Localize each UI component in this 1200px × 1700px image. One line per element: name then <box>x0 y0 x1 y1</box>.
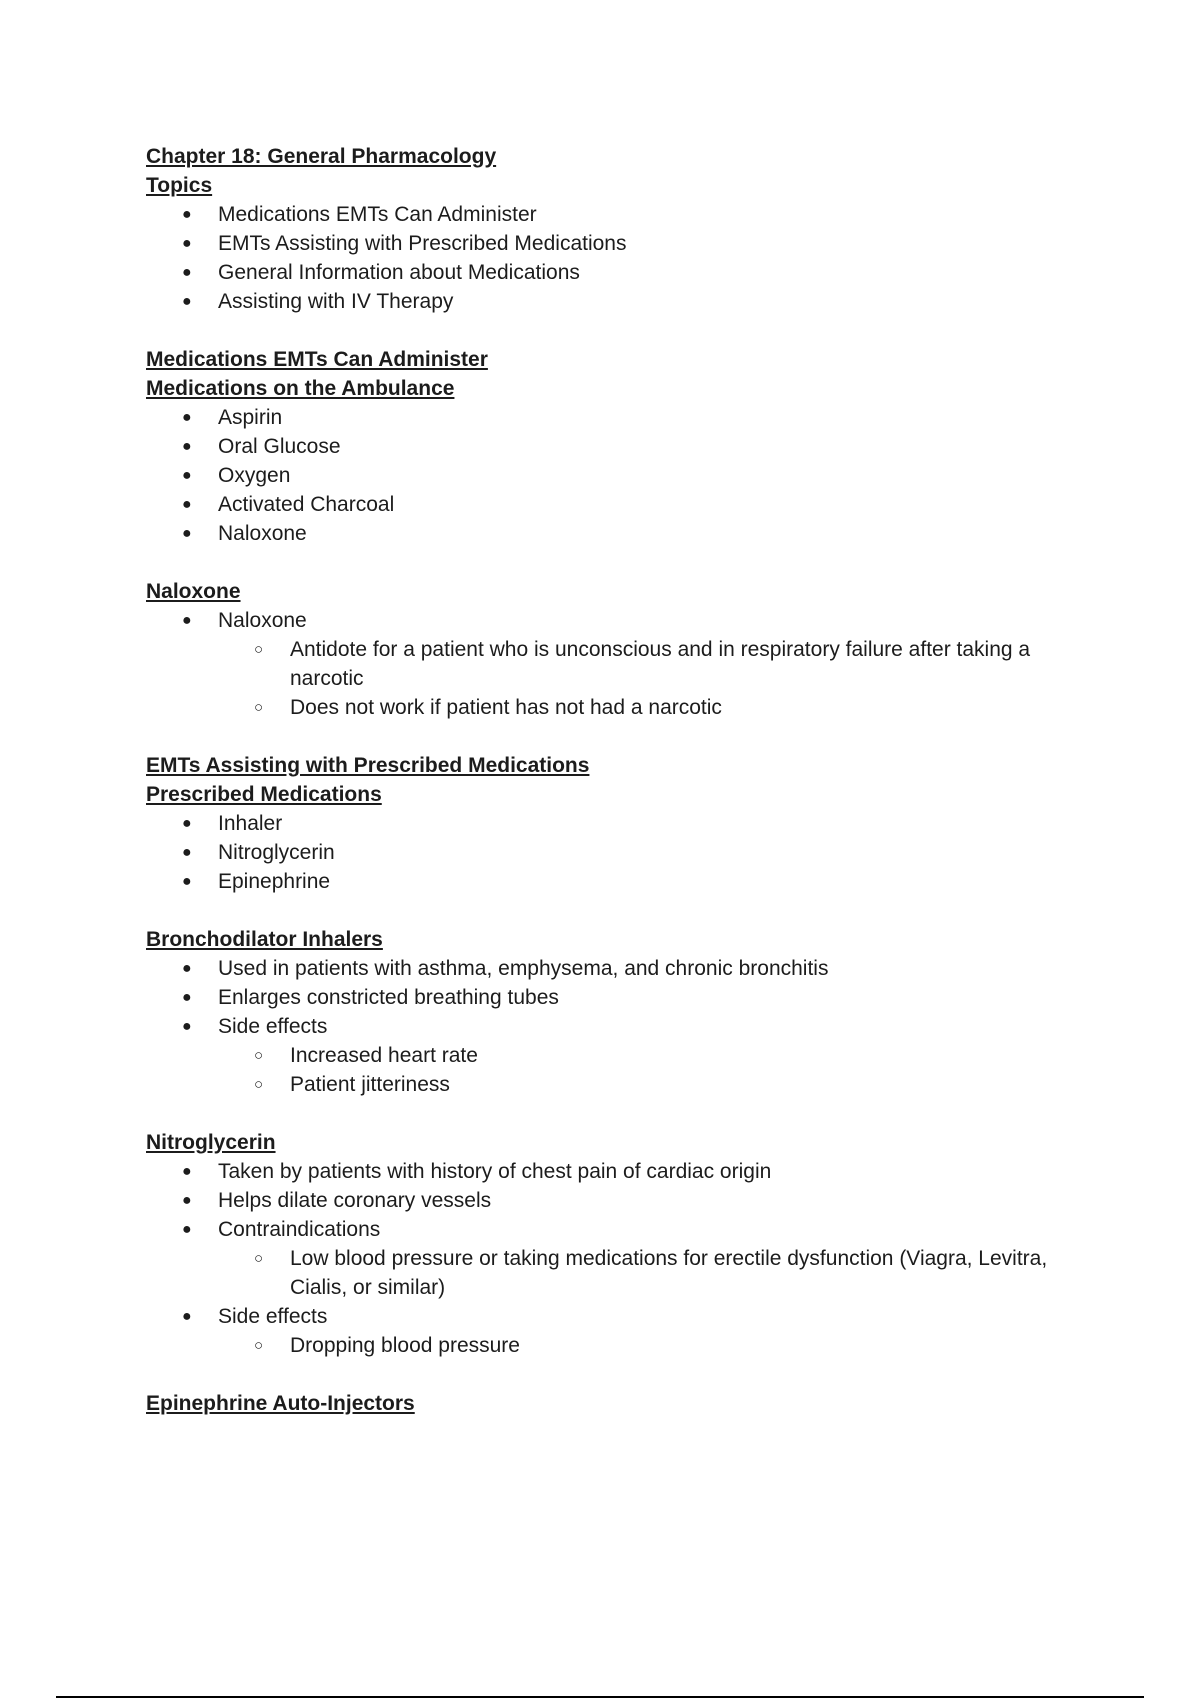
sub-list-item <box>146 1041 1086 1070</box>
bronchodilator-side-effects-list <box>218 1041 1086 1099</box>
circle-bullet-icon: ○ <box>254 699 264 716</box>
circle-bullet-icon: ○ <box>254 1047 264 1064</box>
bronchodilator-list <box>146 954 1086 1099</box>
sub-list-item-text: Antidote for a patient who is unconscious and in respiratory failure after taking a narcotic <box>290 638 1031 690</box>
bullet-icon: ● <box>182 1163 192 1180</box>
bullet-icon: ● <box>182 1192 192 1209</box>
list-item <box>146 1215 1086 1302</box>
list-item <box>146 1302 1086 1360</box>
circle-bullet-icon: ○ <box>254 1337 264 1354</box>
prescribed-subheading: Prescribed Medications <box>146 783 382 806</box>
list-item-text: Assisting with IV Therapy <box>218 290 454 313</box>
bullet-icon: ● <box>182 293 192 310</box>
bronchodilator-heading: Bronchodilator Inhalers <box>146 928 383 951</box>
list-item-text: Side effects <box>218 1015 328 1038</box>
list-item-text: Naloxone <box>218 522 307 545</box>
ambulance-medications-list <box>146 403 1086 548</box>
list-item-text: Naloxone <box>218 609 307 632</box>
list-item-text: Epinephrine <box>218 870 331 893</box>
document-body <box>146 142 1086 1418</box>
list-item <box>146 200 1086 229</box>
sub-list-item <box>146 635 1086 693</box>
bullet-icon: ● <box>182 438 192 455</box>
sub-list-item <box>146 1244 1086 1302</box>
naloxone-sublist <box>218 635 1086 722</box>
naloxone-list <box>146 606 1086 722</box>
sub-list-item <box>146 693 1086 722</box>
circle-bullet-icon: ○ <box>254 1076 264 1093</box>
list-item <box>146 838 1086 867</box>
list-item-text: Helps dilate coronary vessels <box>218 1189 492 1212</box>
list-item <box>146 1186 1086 1215</box>
list-item-text: Medications EMTs Can Administer <box>218 203 537 226</box>
list-item-text: Used in patients with asthma, emphysema, and chronic bronchitis <box>218 957 829 980</box>
list-item-text: Oxygen <box>218 464 291 487</box>
sub-list-item <box>146 1070 1086 1099</box>
nitroglycerin-list <box>146 1157 1086 1360</box>
list-item-text: Oral Glucose <box>218 435 341 458</box>
list-item <box>146 1157 1086 1186</box>
bullet-icon: ● <box>182 206 192 223</box>
bullet-icon: ● <box>182 873 192 890</box>
bullet-icon: ● <box>182 409 192 426</box>
list-item-text: Nitroglycerin <box>218 841 335 864</box>
bullet-icon: ● <box>182 844 192 861</box>
bullet-icon: ● <box>182 264 192 281</box>
page-bottom-rule <box>56 1696 1144 1698</box>
list-item <box>146 490 1086 519</box>
bullet-icon: ● <box>182 1018 192 1035</box>
nitroglycerin-side-effects-list <box>218 1331 1086 1360</box>
bullet-icon: ● <box>182 1308 192 1325</box>
list-item <box>146 432 1086 461</box>
nitroglycerin-heading: Nitroglycerin <box>146 1131 276 1154</box>
list-item-text: EMTs Assisting with Prescribed Medications <box>218 232 627 255</box>
sub-list-item-text: Patient jitteriness <box>290 1073 450 1096</box>
topics-list <box>146 200 1086 316</box>
bullet-icon: ● <box>182 815 192 832</box>
list-item-text: Enlarges constricted breathing tubes <box>218 986 559 1009</box>
list-item <box>146 983 1086 1012</box>
circle-bullet-icon: ○ <box>254 1250 264 1267</box>
administer-heading: Medications EMTs Can Administer <box>146 348 488 371</box>
list-item-text: General Information about Medications <box>218 261 580 284</box>
epinephrine-heading: Epinephrine Auto-Injectors <box>146 1392 415 1415</box>
list-item-text: Side effects <box>218 1305 328 1328</box>
bullet-icon: ● <box>182 235 192 252</box>
list-item-text: Inhaler <box>218 812 283 835</box>
assisting-heading: EMTs Assisting with Prescribed Medications <box>146 754 590 777</box>
sub-list-item-text: Low blood pressure or taking medications for erectile dysfunction (Viagra, Levitra, Cialis, or similar) <box>290 1247 1048 1299</box>
bullet-icon: ● <box>182 496 192 513</box>
circle-bullet-icon: ○ <box>254 641 264 658</box>
chapter-title: Chapter 18: General Pharmacology <box>146 145 497 168</box>
list-item <box>146 519 1086 548</box>
naloxone-heading: Naloxone <box>146 580 241 603</box>
sub-list-item-text: Increased heart rate <box>290 1044 478 1067</box>
bullet-icon: ● <box>182 1221 192 1238</box>
list-item <box>146 258 1086 287</box>
list-item <box>146 287 1086 316</box>
list-item-text: Activated Charcoal <box>218 493 395 516</box>
list-item <box>146 1012 1086 1099</box>
list-item <box>146 867 1086 896</box>
sub-list-item <box>146 1331 1086 1360</box>
bullet-icon: ● <box>182 960 192 977</box>
list-item-text: Contraindications <box>218 1218 381 1241</box>
list-item-text: Taken by patients with history of chest pain of cardiac origin <box>218 1160 772 1183</box>
bullet-icon: ● <box>182 525 192 542</box>
list-item-text: Aspirin <box>218 406 283 429</box>
sub-list-item-text: Does not work if patient has not had a narcotic <box>290 696 722 719</box>
list-item <box>146 809 1086 838</box>
topics-heading: Topics <box>146 174 213 197</box>
contraindications-list <box>218 1244 1086 1302</box>
bullet-icon: ● <box>182 467 192 484</box>
sub-list-item-text: Dropping blood pressure <box>290 1334 520 1357</box>
list-item <box>146 229 1086 258</box>
prescribed-medications-list <box>146 809 1086 896</box>
list-item <box>146 606 1086 722</box>
list-item <box>146 403 1086 432</box>
list-item <box>146 461 1086 490</box>
ambulance-subheading: Medications on the Ambulance <box>146 377 455 400</box>
bullet-icon: ● <box>182 612 192 629</box>
list-item <box>146 954 1086 983</box>
bullet-icon: ● <box>182 989 192 1006</box>
